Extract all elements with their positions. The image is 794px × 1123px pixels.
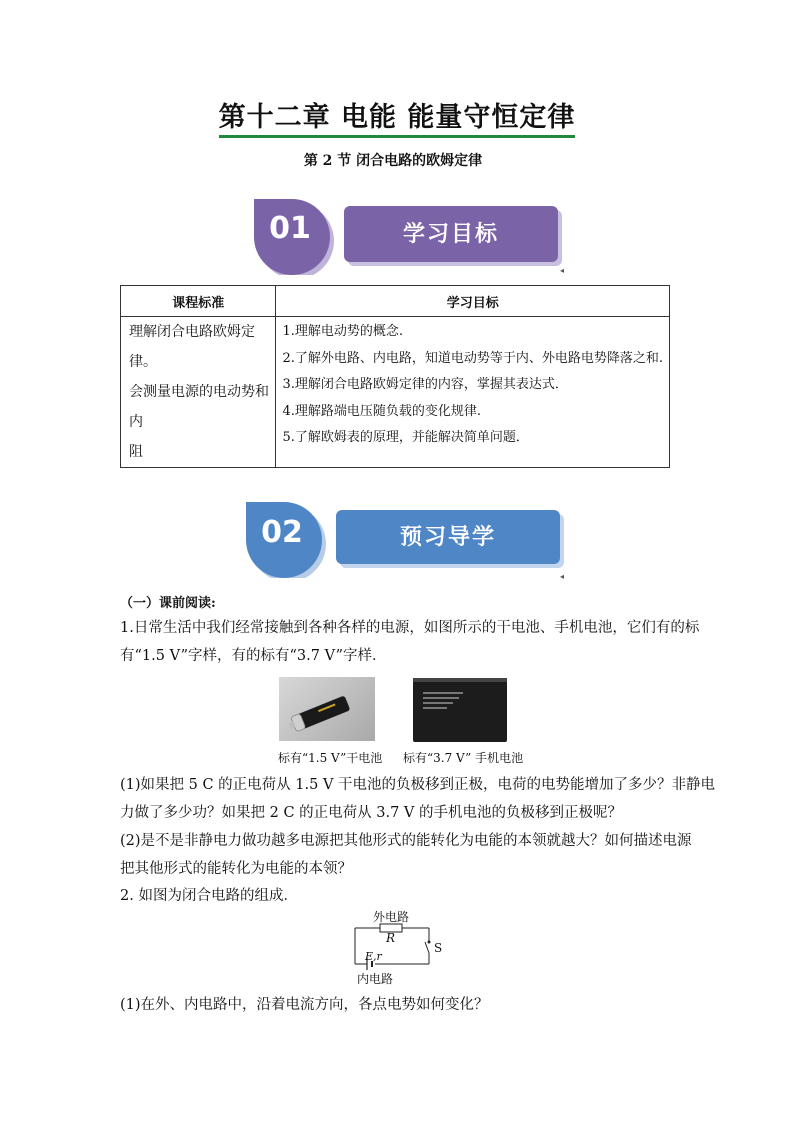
- inner-circuit-label: 内电路: [357, 972, 394, 986]
- banner-learning-goals: [248, 195, 568, 275]
- outer-circuit-label: 外电路: [373, 910, 410, 924]
- banner-02-number: 02: [261, 515, 303, 550]
- question-1-sub-1: [120, 772, 716, 827]
- standard-line: 理解闭合电路欧姆定律。: [129, 324, 255, 370]
- section-title-text: 第 2 节 闭合电路的欧姆定律: [303, 153, 483, 169]
- banner-preview-guide: [240, 498, 570, 578]
- table-header-row: [121, 286, 670, 317]
- header-learning-goals: 学习目标: [276, 286, 670, 317]
- reading-heading: （一）课前阅读:: [120, 596, 216, 611]
- phone-battery-icon: [411, 674, 511, 744]
- question-1-sub-2: [120, 828, 692, 883]
- learning-goals-cell: [276, 317, 670, 468]
- paragraph-mark: ◂: [560, 572, 565, 581]
- learning-goals-table: [120, 285, 670, 468]
- goal-item: 4.理解路端电压随负载的变化规律.: [282, 403, 481, 419]
- source-label: E,r: [365, 950, 382, 963]
- question-1: [120, 615, 700, 670]
- resistor-label: R: [386, 931, 396, 945]
- question-line: 力做了多少功？如果把 2 C 的正电荷从 3.7 V 的手机电池的负极移到正极呢？: [120, 804, 623, 821]
- header-course-standard: 课程标准: [121, 286, 276, 317]
- question-1-line: 1.日常生活中我们经常接触到各种各样的电源，如图所示的干电池、手机电池，它们有的标: [120, 620, 700, 636]
- phone-battery-photo: [411, 674, 511, 744]
- course-standard-cell: [121, 317, 276, 468]
- standard-line: 会测量电源的电动势和内: [129, 384, 269, 430]
- goal-item: 5.了解欧姆表的原理，并能解决简单问题．: [282, 430, 529, 445]
- question-2-sub-1: (1)在外、内电路中，沿着电流方向，各点电势如何变化？: [120, 997, 489, 1013]
- banner-01-label: 学习目标: [402, 222, 499, 247]
- chapter-title: [0, 95, 794, 134]
- table-row: [121, 317, 670, 468]
- question-2: 2. 如图为闭合电路的组成．: [120, 888, 298, 904]
- question-line: (1)如果把 5 C 的正电荷从 1.5 V 干电池的负极移到正极，电荷的电势能增加了多少？非静电: [120, 777, 716, 793]
- section-title: [0, 150, 794, 170]
- switch-label: S: [434, 941, 443, 955]
- goal-item: 1.理解电动势的概念.: [282, 324, 403, 339]
- question-line: 把其他形式的能转化为电能的本领？: [120, 860, 352, 877]
- goal-item: 3.理解闭合电路欧姆定律的内容，掌握其表达式．: [282, 377, 568, 392]
- banner-02-label: 预习导学: [399, 525, 496, 550]
- caption-phone-battery: 标有“3.7 V” 手机电池: [403, 751, 524, 765]
- goal-item: 2.了解外电路、内电路，知道电动势等于内、外电路电势降落之和.: [282, 350, 663, 366]
- circuit-diagram: [345, 908, 455, 988]
- standard-line: 阻: [129, 444, 143, 460]
- caption-dry-battery: 标有“1.5 V”干电池: [278, 751, 383, 765]
- paragraph-mark: ◂: [560, 266, 565, 275]
- banner-01-number: 01: [269, 211, 311, 246]
- question-1-line: 有“1.5 V”字样，有的标有“3.7 V”字样．: [120, 647, 387, 664]
- dry-battery-photo: [279, 677, 375, 741]
- chapter-title-text: 第十二章 电能 能量守恒定律: [219, 102, 576, 138]
- question-line: (2)是不是非静电力做功越多电源把其他形式的能转化为电能的本领就越大？如何描述电源: [120, 833, 692, 849]
- dry-battery-icon: [279, 677, 375, 741]
